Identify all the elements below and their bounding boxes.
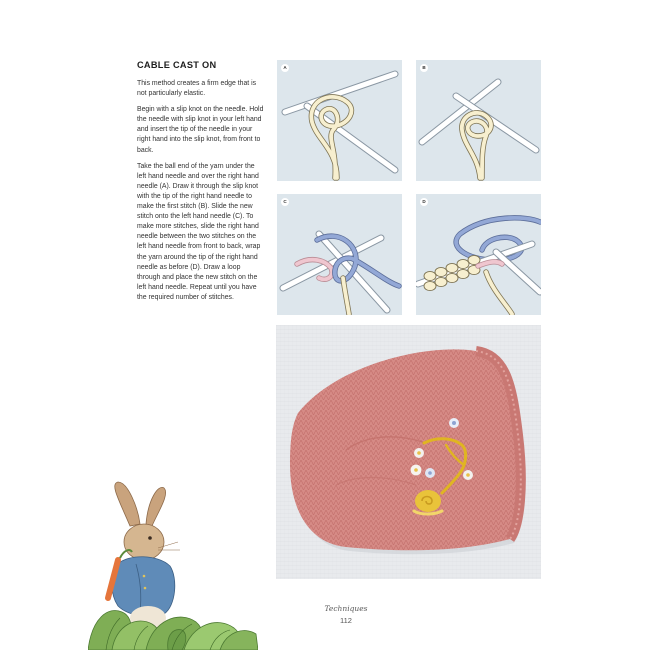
- section-name: Techniques: [324, 604, 368, 613]
- diagram-d-label: D: [420, 198, 428, 206]
- embroidered-flower-2: [414, 448, 424, 458]
- instructions-column: [137, 60, 265, 309]
- intro-paragraph: This method creates a firm edge that is not particularly elastic.: [137, 80, 257, 98]
- embroidered-flower-4: [425, 468, 435, 478]
- rabbit-in-garden-illustration: [88, 478, 258, 655]
- embroidered-flower-1: [449, 418, 459, 428]
- page-title: CABLE CAST ON: [137, 60, 217, 70]
- diagram-b-label: B: [420, 64, 428, 72]
- diagram-d: [416, 194, 541, 315]
- rabbit-illustration-image: [88, 478, 258, 650]
- step-paragraph-1: Begin with a slip knot on the needle. Hold the needle with slip knot in your left hand and insert the tip of the needle in your right hand into the slip knot, from front to back.: [137, 106, 264, 154]
- diagram-b: [416, 60, 541, 181]
- diagram-a-illustration: [277, 60, 402, 181]
- page-number: 112: [340, 616, 352, 625]
- diagram-c-label: C: [281, 198, 289, 206]
- diagram-d-illustration: [416, 194, 541, 315]
- bonnet-photo-image: [276, 325, 541, 579]
- embroidered-flower-5: [463, 470, 473, 480]
- diagram-c: [277, 194, 402, 315]
- knitted-bonnet-photo: [276, 325, 541, 579]
- diagram-a: [277, 60, 402, 181]
- diagram-a-label: A: [281, 64, 289, 72]
- diagram-b-illustration: [416, 60, 541, 181]
- step-paragraph-2: Take the ball end of the yarn under the left hand needle and over the right hand needle (A). Draw it through the slip knot with the tip of the right hand needle to make the first stitch (B). Slide the new stitch onto the left hand needle (C). To make more stitches, slide the right hand needle between the two stitches on the left hand needle from front to back, wrap the yarn around the tip of the right hand needle as before (D). Draw a loop through and place the new stitch on the left hand needle. Repeat until you have the required number of stitches.: [137, 162, 261, 301]
- embroidered-flower-3: [411, 465, 422, 476]
- diagram-c-illustration: [277, 194, 402, 315]
